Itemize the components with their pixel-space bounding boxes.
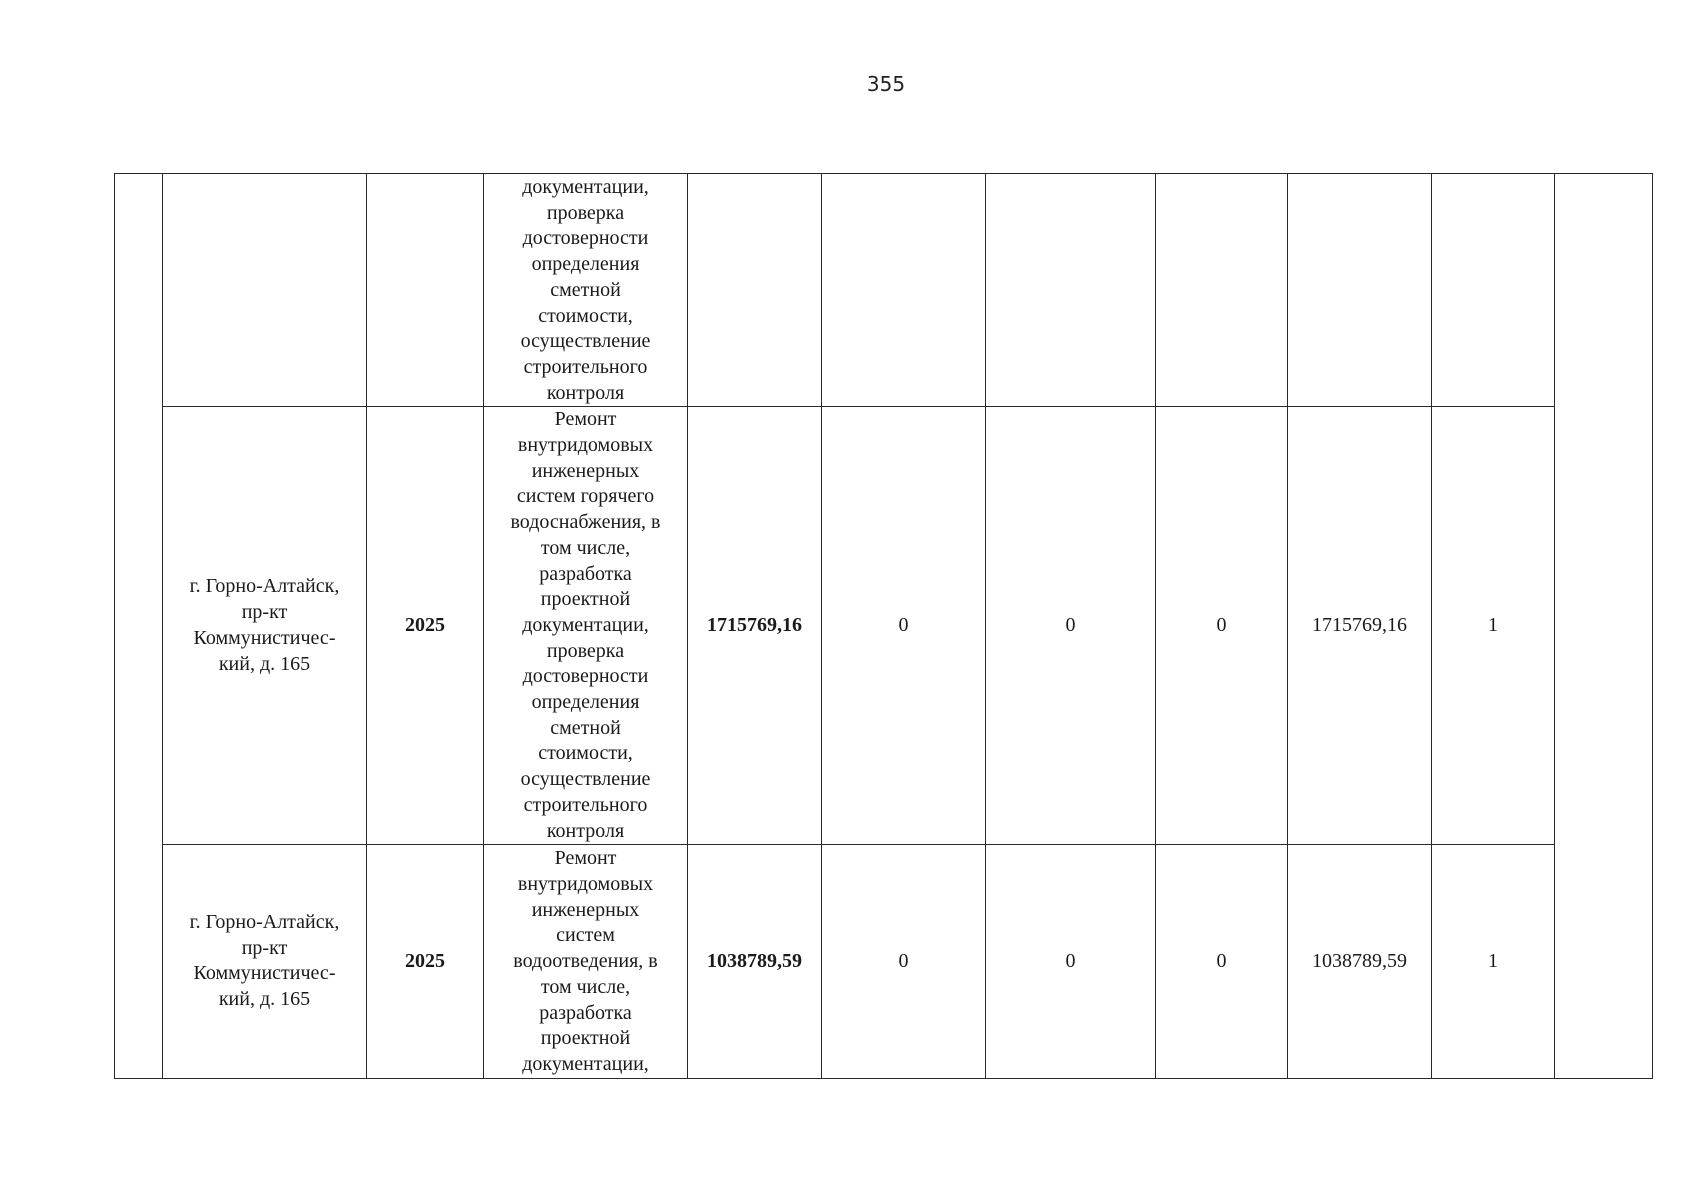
quantity-cell: 1 — [1432, 407, 1555, 845]
total-cost-cell — [688, 174, 822, 407]
value-cell: 0 — [1156, 407, 1288, 845]
table-row — [115, 845, 1653, 1078]
quantity-cell: 1 — [1432, 845, 1555, 1078]
table-row — [115, 174, 1653, 407]
total-cost-cell: 1715769,16 — [688, 407, 822, 845]
work-description-cell: документации, проверка достоверности определения сметной стоимости, осуществление строительного контроля — [484, 174, 688, 407]
value-cell — [986, 174, 1156, 407]
year-cell — [367, 174, 484, 407]
table-row — [115, 407, 1653, 845]
quantity-cell — [1432, 174, 1555, 407]
row-number-cell — [115, 174, 163, 1079]
value-cell — [1156, 174, 1288, 407]
address-cell: г. Горно-Алтайск, пр-кт Коммунистичес- кий, д. 165 — [163, 845, 367, 1078]
work-description-cell: Ремонт внутридомовых инженерных систем горячего водоснабжения, в том числе, разработка проектной документации, проверка достоверности определения сметной стоимости, осуществление строительного контроля — [484, 407, 688, 845]
value-cell: 1038789,59 — [1288, 845, 1432, 1078]
value-cell: 1715769,16 — [1288, 407, 1432, 845]
notes-cell — [1555, 174, 1653, 1079]
address-cell — [163, 174, 367, 407]
year-cell: 2025 — [367, 407, 484, 845]
value-cell — [822, 174, 986, 407]
works-table — [114, 173, 1653, 1079]
year-cell: 2025 — [367, 845, 484, 1078]
total-cost-cell: 1038789,59 — [688, 845, 822, 1078]
value-cell: 0 — [986, 407, 1156, 845]
value-cell — [1288, 174, 1432, 407]
address-cell: г. Горно-Алтайск, пр-кт Коммунистичес- кий, д. 165 — [163, 407, 367, 845]
value-cell: 0 — [986, 845, 1156, 1078]
work-description-cell: Ремонт внутридомовых инженерных систем водоотведения, в том числе, разработка проектной документации, — [484, 845, 688, 1078]
value-cell: 0 — [1156, 845, 1288, 1078]
value-cell: 0 — [822, 845, 986, 1078]
value-cell: 0 — [822, 407, 986, 845]
page-number: 355 — [866, 72, 906, 96]
